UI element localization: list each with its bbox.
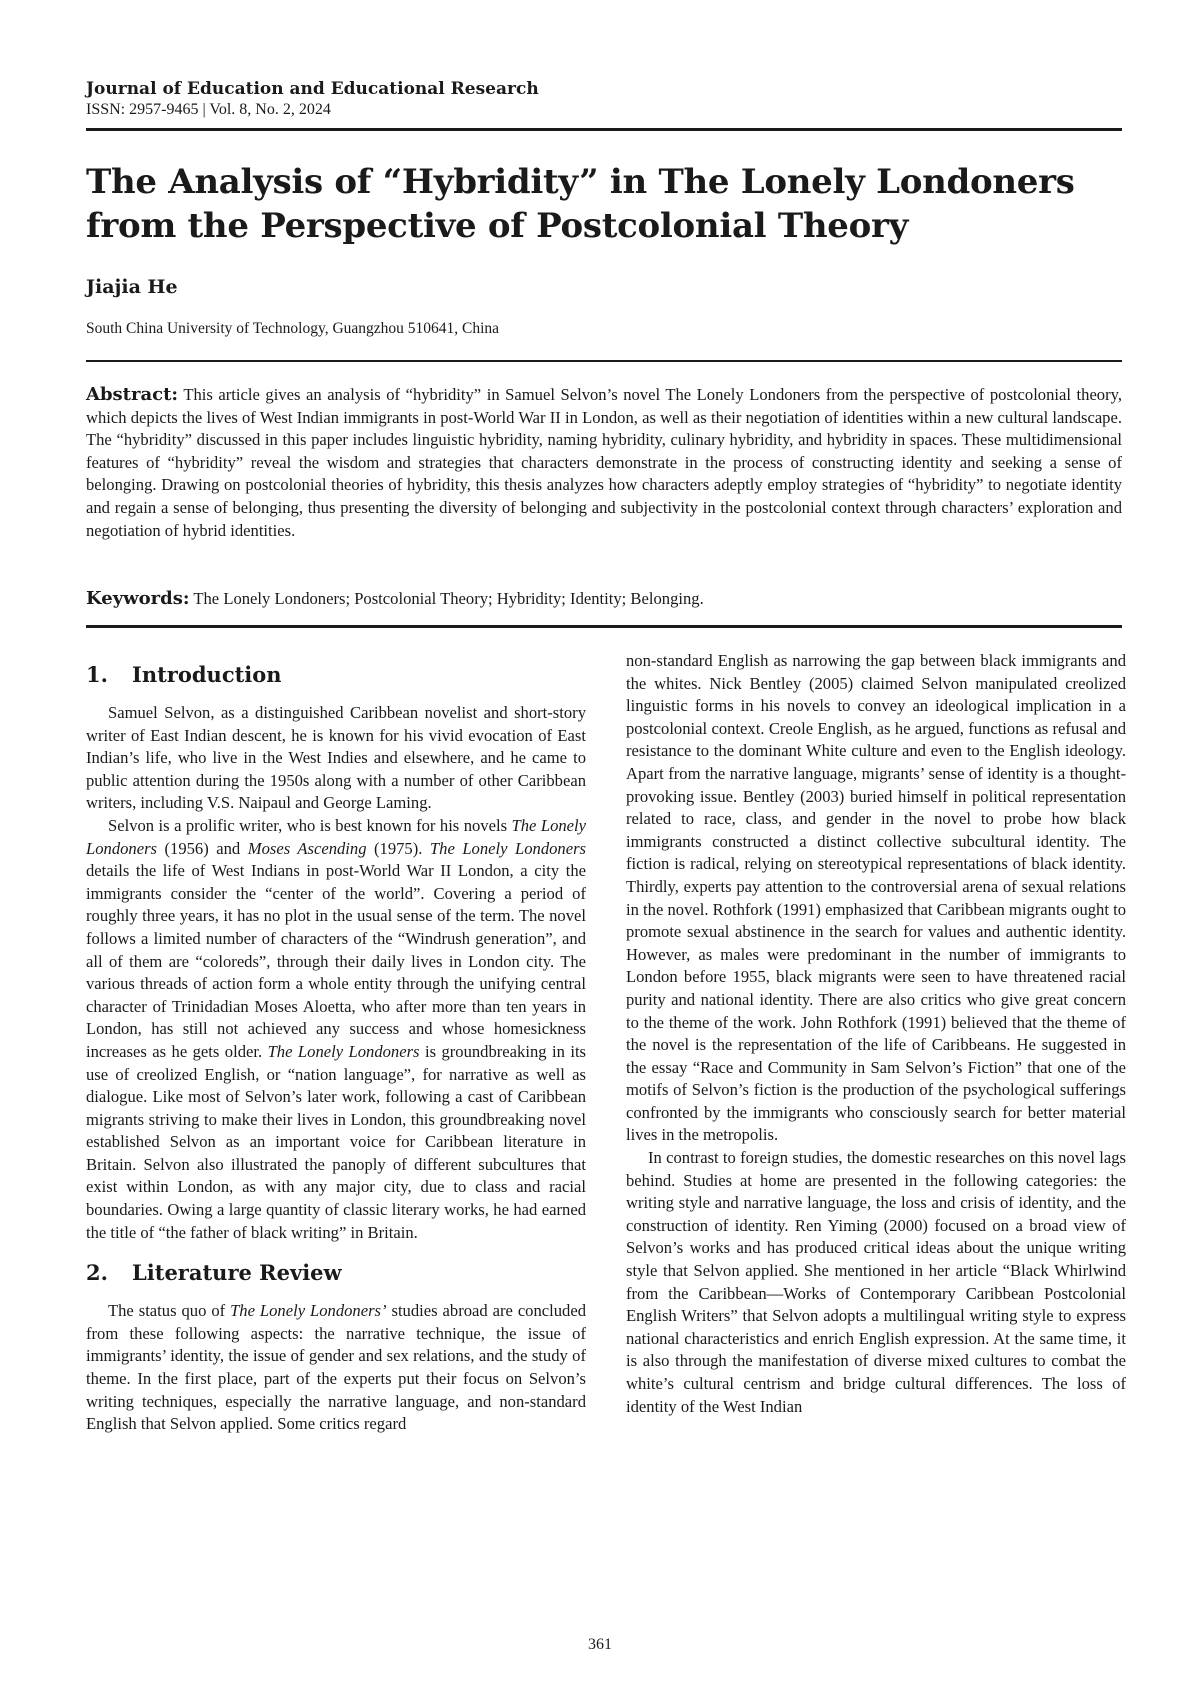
page-number: 361 — [588, 1636, 612, 1653]
abstract-text: This article gives an analysis of “hybridity” in Samuel Selvon’s novel The Lonely Londoners from the perspective of postcolonial theory, which depicts the lives of West Indian immigrants in post-World War II in London, as well as their negotiation of identities within a new cultural landscape. The “hybridity” discussed in this paper includes linguistic hybridity, naming hybridity, culinary hybridity, and hybridity in spaces. These multidimensional features of “hybridity” reveal the wisdom and strategies that characters demonstrate in the process of constructing identity and seeking a sense of belonging. Drawing on postcolonial theories of hybridity, this thesis analyzes how characters adeptly employ strategies of “hybridity” to negotiate identity and regain a sense of belonging, thus presenting the diversity of belonging and subjectivity in the postcolonial context through characters’ exploration and negotiation of hybrid identities. — [86, 385, 1122, 540]
abstract-label: Abstract: — [86, 384, 179, 405]
book-title: The Lonely Londoners’ — [230, 1301, 387, 1321]
journal-header — [86, 78, 1122, 120]
intro-paragraph-2: Selvon is a prolific writer, who is best known for his novels The Lonely Londoners (1956) and Moses Ascending (1975). The Lonely Londoners details the life of West Indians in post-World War II London, a city the immigrants consider the “center of the world”. Covering a period of roughly three years, it has no plot in the usual sense of the term. The novel follows a limited number of characters of the “Windrush generation”, and all of them are “coloreds”, through their daily lives in London city. The various threads of action form a whole entity through the unifying central character of Trinidadian Moses Aloetta, who after more than ten years in London, has still not achieved any success and whose homesickness increases as he gets older. The Lonely Londoners is groundbreaking in its use of creolized English, or “nation language”, for narrative as well as dialogue. Like most of Selvon’s later work, following a cast of Caribbean migrants striving to make their lives in London, this groundbreaking novel established Selvon as an important voice for Caribbean literature in Britain. Selvon also illustrated the panoply of different subcultures that exist within London, as with any major city, due to class and racial boundaries. Owing a large quantity of classic literary works, he had earned the title of “the father of black writing” in Britain. — [86, 815, 587, 1242]
abstract-top-rule — [86, 360, 1122, 362]
book-title: The Lonely Londoners — [267, 1041, 420, 1061]
section-title: Introduction — [132, 662, 282, 687]
section-title: Literature Review — [132, 1260, 342, 1286]
section-heading-literature-review — [86, 1256, 586, 1294]
journal-name: Journal of Education and Educational Research — [86, 79, 539, 99]
book-title: The Lonely Londoners — [86, 815, 587, 858]
author-name: Jiajia He — [86, 276, 178, 298]
intro-paragraph-1: Samuel Selvon, as a distinguished Caribbean novelist and short-story writer of East Indian descent, he is known for his vivid evocation of East Indian’s life, who live in the West Indies and elsewhere, and he came to public attention during the 1950s along with a number of other Caribbean writers, including V.S. Naipaul and George Laming. — [86, 703, 586, 813]
header-rule — [86, 128, 1122, 131]
keywords-label: Keywords: — [86, 588, 190, 609]
section-number: 2. — [86, 1260, 108, 1286]
left-column — [86, 652, 586, 1436]
section-heading-introduction — [86, 658, 586, 696]
paper-title: The Analysis of “Hybridity” in The Lonely Londoners from the Perspective of Postcolonial Theory — [86, 162, 1075, 246]
literature-paragraph-1: The status quo of The Lonely Londoners’ studies abroad are concluded from these following aspects: the narrative technique, the issue of immigrants’ identity, the issue of gender and sex relations, and the study of theme. In the first place, part of the experts put their focus on Selvon’s writing techniques, especially the narrative language, and non-standard English that Selvon applied. Some critics regard — [86, 1301, 587, 1434]
keywords-text: The Lonely Londoners; Postcolonial Theory; Hybridity; Identity; Belonging. — [193, 589, 704, 608]
book-title: The Lonely Londoners — [429, 838, 586, 858]
author-affiliation: South China University of Technology, Guangzhou 510641, China — [86, 320, 500, 337]
journal-issn: ISSN: 2957-9465 | Vol. 8, No. 2, 2024 — [86, 101, 331, 118]
literature-paragraph-continued: non-standard English as narrowing the gap between black immigrants and the whites. Nick Bentley (2005) claimed Selvon manipulated creolized linguistic forms in his novels to convey an ideological implication in a postcolonial context. Creole English, as he argued, functions as refusal and resistance to the dominant White culture and even to the English ideology. Apart from the narrative language, migrants’ sense of identity is a thought-provoking issue. Bentley (2003) buried himself in political representation related to race, class, and gender in the novel to probe how black immigrants constructed a distinct collective subcultural identity. The fiction is radical, relying on stereotypical representations of black identity. Thirdly, experts pay attention to the controversial arena of sexual relations in the novel. Rothfork (1991) emphasized that Caribbean migrants ought to promote sexual abstinence in the search for values and authentic identity. However, as males were predominant in the number of immigrants to London before 1955, black migrants were seen to have threatened racial purity and national identity. There are also critics who give great concern to the theme of the work. John Rothfork (1991) believed that the theme of the novel is the representation of the life of Caribbeans. He suggested in the essay “Race and Community in Sam Selvon’s Fiction” that one of the motifs of Selvon’s fiction is the production of the psychological sufferings confronted by the immigrants who consciously search for better material lives in the metropolis. — [626, 651, 1127, 1145]
abstract — [86, 384, 1122, 542]
section-number: 1. — [86, 662, 108, 687]
right-column — [626, 650, 1126, 1418]
abstract-bottom-rule — [86, 625, 1122, 628]
keywords — [86, 588, 1122, 609]
literature-paragraph-2: In contrast to foreign studies, the domestic researches on this novel lags behind. Studies at home are presented in the following categories: the writing style and narrative language, the loss and crisis of identity, and the construction of identity. Ren Yiming (2000) focused on a broad view of Selvon’s works and has produced critical ideas about the unique writing style that Selvon applied. She mentioned in her article “Black Whirlwind from the Caribbean—Works of Contemporary Caribbean Postcolonial English Writers” that Selvon adopts a multilingual writing style to express national characteristics and enrich English expression. At the same time, it is also through the manifestation of diverse mixed cultures to combat the white’s cultural centrism and bridge cultural differences. The loss of identity of the West Indian — [626, 1148, 1126, 1416]
book-title: Moses Ascending — [247, 838, 367, 858]
